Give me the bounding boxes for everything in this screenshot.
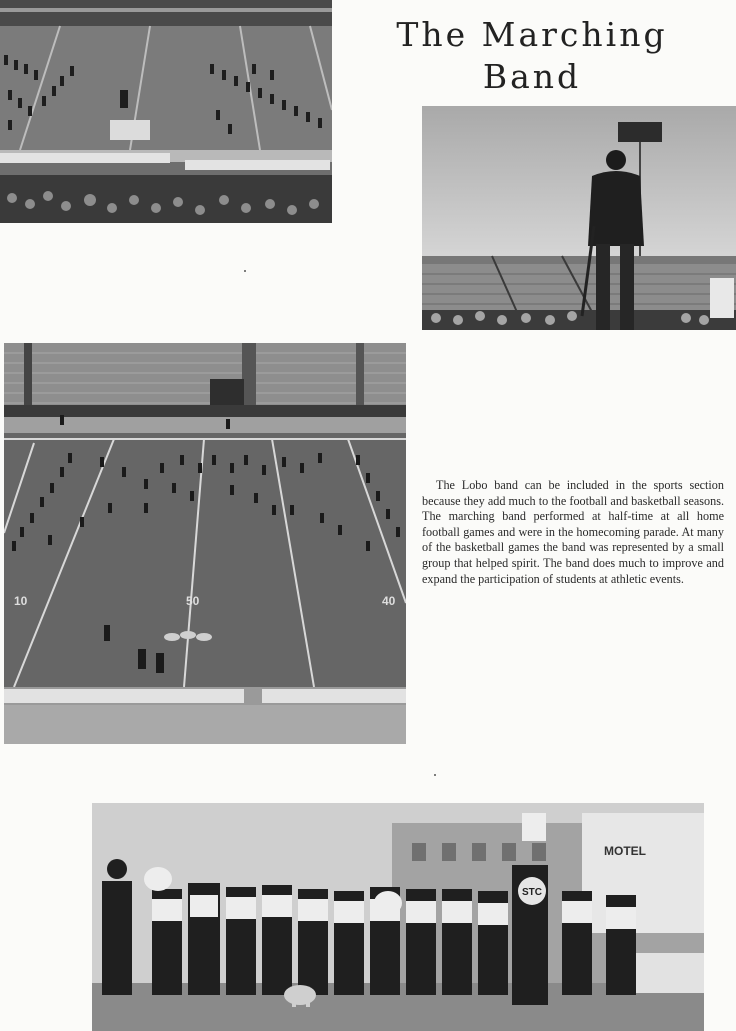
drum-lettering: STC (522, 887, 542, 898)
page-title-line-2: Band (482, 57, 582, 96)
page-title (352, 14, 712, 98)
photo-band-director (422, 106, 736, 330)
yard-marker-right: 40 (382, 594, 396, 608)
yard-marker-left: 10 (14, 594, 28, 608)
photo-band-formation-stands (0, 0, 332, 223)
article-body-text: The Lobo band can be included in the sports section because they add much to the football and basketball seasons. The marching band performed at half-time at all home football games and were in the homecoming parade. At many of the basketball games the band was represented by a small group that helped spirit. The band does much to improve and expand the participation of students at athletic events. (422, 478, 724, 586)
print-speck (434, 774, 436, 776)
motel-sign-text: MOTEL (604, 844, 646, 858)
photo-band-on-field (4, 343, 406, 744)
page-title-line-1: The Marching (396, 15, 668, 54)
print-speck (244, 270, 246, 272)
yard-marker-center: 50 (186, 594, 200, 608)
photo-homecoming-parade (92, 803, 704, 1031)
